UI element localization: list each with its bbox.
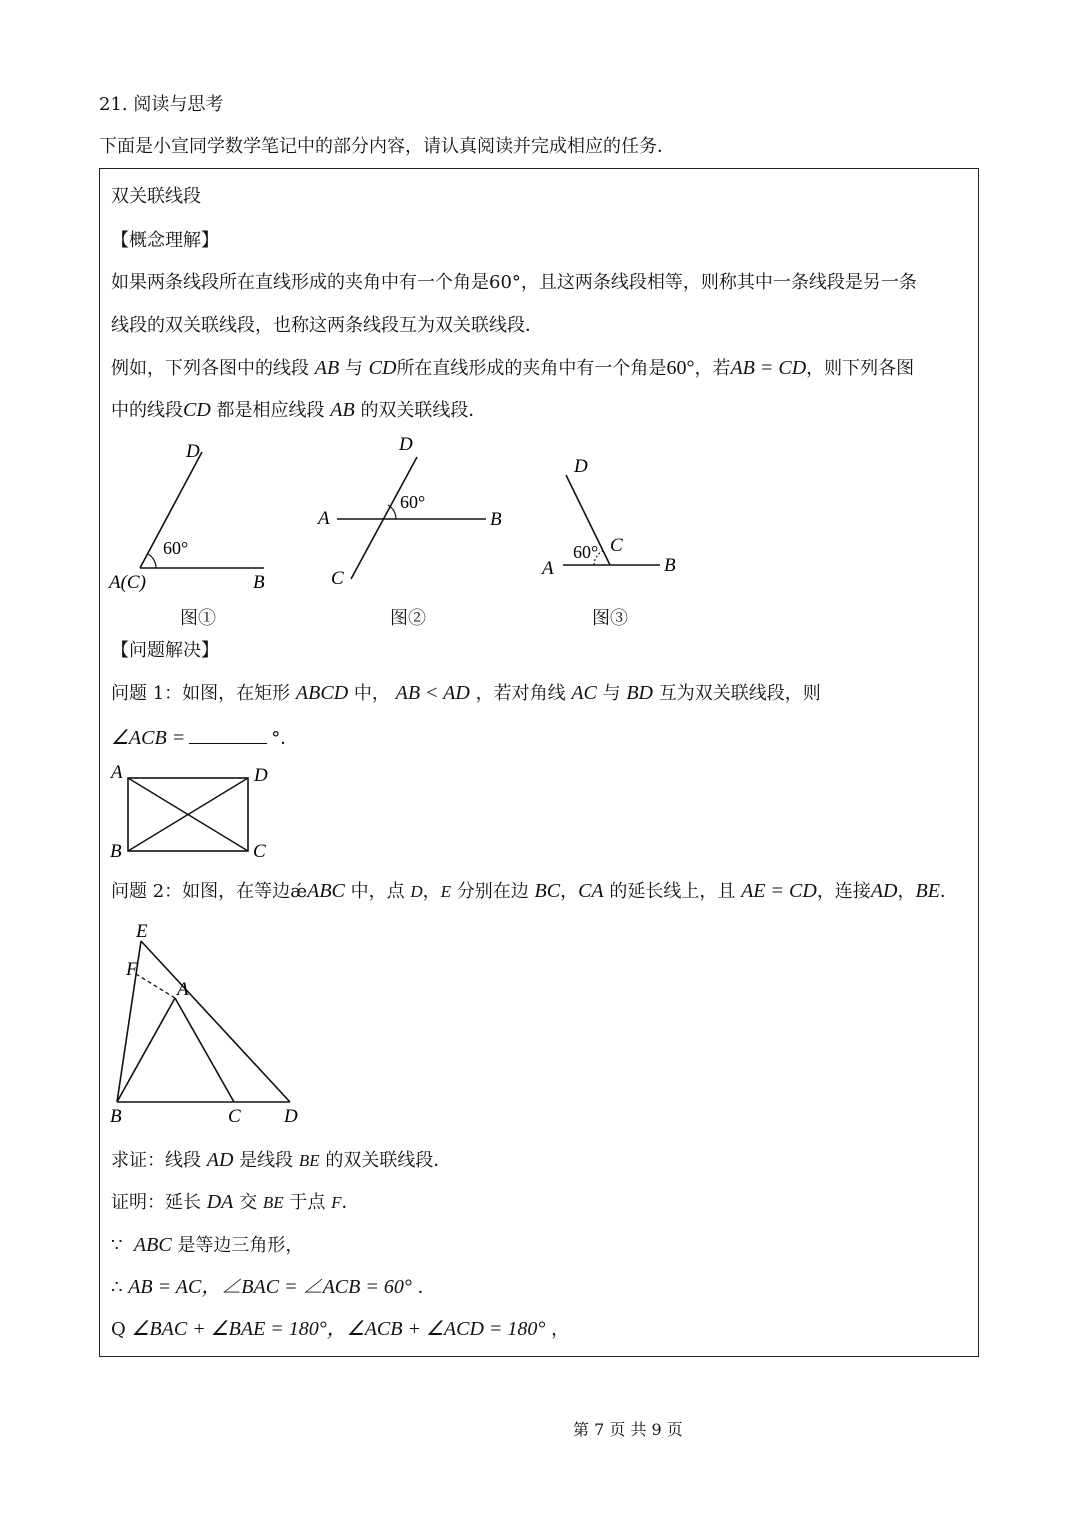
rect-label-D: D (254, 765, 268, 786)
problem-1-text: 问题 1：如图，在矩形 ABCD 中， AB < AD ，若对角线 AC 与 BD 互为双关联线段，则 (111, 682, 821, 704)
example-line-1: 例如，下列各图中的线段 AB 与 CD所在直线形成的夹角中有一个角是60°，若AB = CD，则下列各图 (111, 357, 915, 379)
fig2-label-D: D (399, 434, 413, 455)
rect-label-B: B (110, 841, 122, 862)
tri-label-F: F (126, 959, 138, 980)
fig1-angle-label: 60° (163, 538, 189, 558)
fig2-caption: 图② (390, 608, 426, 629)
question-header: 21. 阅读与思考 (99, 94, 224, 115)
example-line-2: 中的线段CD 都是相应线段 AB 的双关联线段． (111, 399, 487, 421)
fig2-label-A: A (318, 508, 330, 529)
tri-label-E: E (136, 921, 148, 942)
concept-heading: 【概念理解】 (111, 230, 219, 251)
fig3-label-B: B (664, 555, 676, 576)
rectangle-figure (100, 760, 290, 865)
fig2-label-C: C (331, 568, 344, 589)
concept-line-1: 如果两条线段所在直线形成的夹角中有一个角是60°，且这两条线段相等，则称其中一条线段是另一条 (111, 272, 917, 293)
tri-label-D: D (284, 1106, 298, 1127)
figure-2 (310, 430, 520, 595)
fig3-label-A: A (542, 558, 554, 579)
fig3-label-C: C (610, 535, 623, 556)
proof-step-1: ∵ ABC 是等边三角形， (111, 1234, 304, 1256)
fig3-caption: 图③ (592, 608, 628, 629)
fig1-caption: 图① (180, 608, 216, 629)
fig3-angle-label: 60° (573, 542, 599, 562)
fig1-label-B: B (253, 572, 265, 593)
fig1-label-D: D (186, 441, 200, 462)
problem-1-answer: ∠ACB = °． (111, 727, 299, 749)
answer-blank[interactable] (189, 725, 267, 744)
prove-statement: 求证：线段 AD 是线段 BE 的双关联线段． (111, 1149, 452, 1171)
page-footer: 第 7 页 共 9 页 (573, 1420, 683, 1439)
proof-step-3: Q ∠BAC + ∠BAE = 180°，∠ACB + ∠ACD = 180° ， (111, 1318, 570, 1340)
fig1-label-AC: A(C) (109, 572, 146, 593)
figure-1 (100, 430, 300, 605)
intro-text: 下面是小宣同学数学笔记中的部分内容，请认真阅读并完成相应的任务． (99, 136, 675, 157)
tri-label-C: C (228, 1106, 241, 1127)
rect-label-C: C (253, 841, 266, 862)
rect-label-A: A (111, 762, 123, 783)
figure-3 (530, 450, 700, 585)
proof-start: 证明：延长 DA 交 BE 于点 F． (111, 1191, 360, 1213)
problem-2-text: 问题 2：如图，在等边ǽABC 中，点 D，E 分别在边 BC，CA 的延长线上，且 AE = CD，连接AD，BE． (111, 880, 958, 902)
fig2-angle-label: 60° (400, 492, 426, 512)
tri-label-B: B (110, 1106, 122, 1127)
tri-label-A: A (177, 979, 189, 1000)
fig3-label-D: D (574, 456, 588, 477)
problem-heading: 【问题解决】 (111, 640, 219, 661)
concept-line-2: 线段的双关联线段，也称这两条线段互为双关联线段． (111, 315, 543, 336)
fig2-label-B: B (490, 509, 502, 530)
triangle-figure (100, 915, 320, 1130)
note-title: 双关联线段 (111, 186, 201, 207)
proof-step-2: ∴ AB = AC，∠BAC = ∠ACB = 60° ． (111, 1276, 436, 1298)
